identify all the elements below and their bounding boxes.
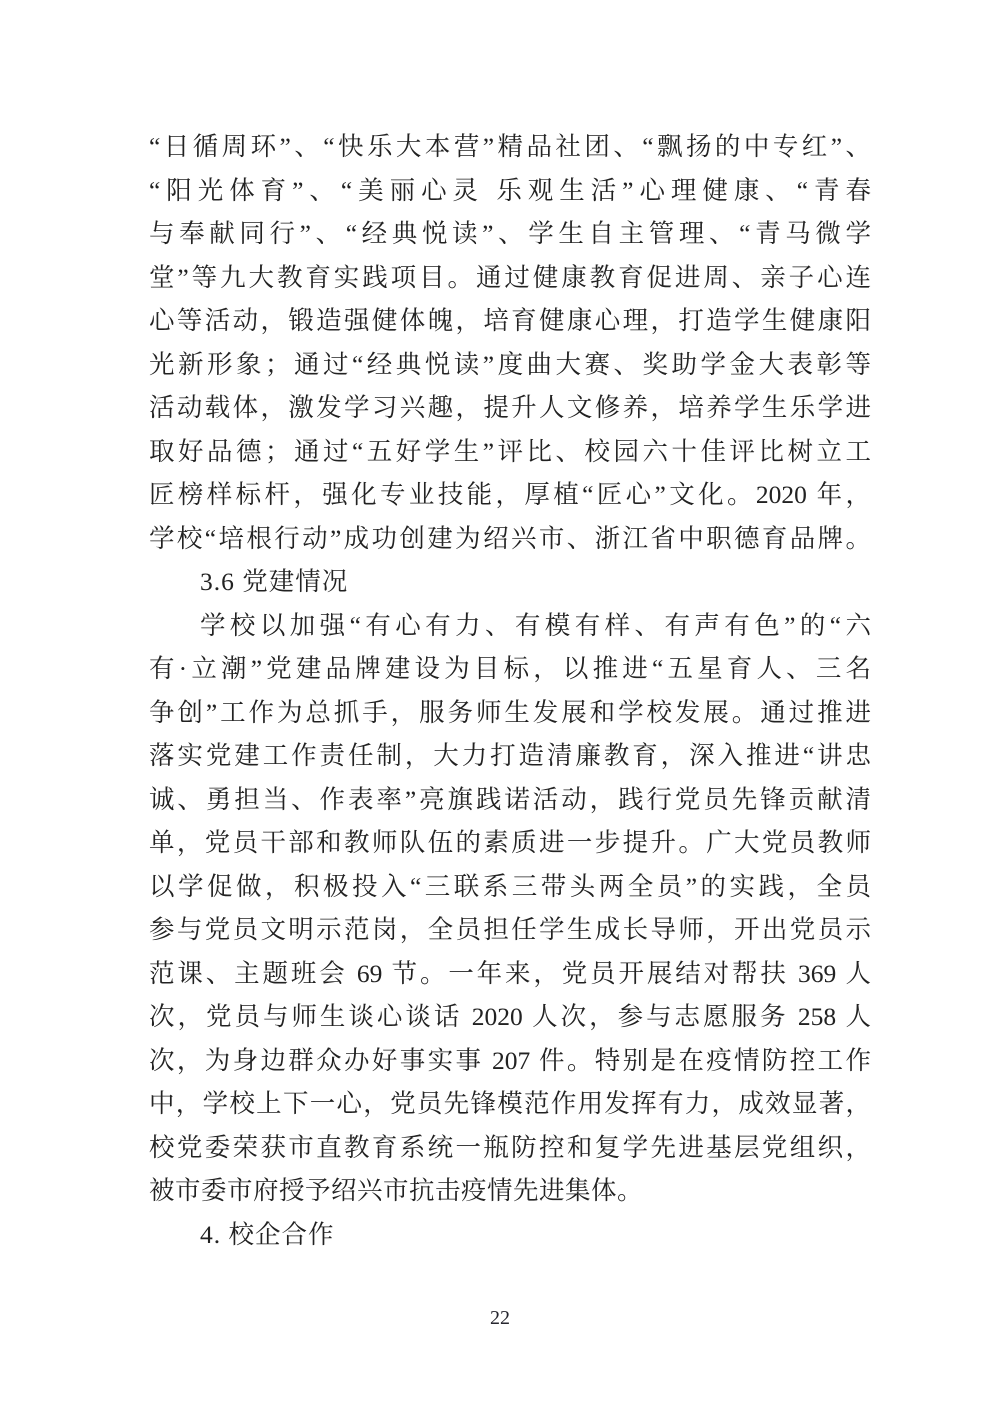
body-line: 次，党员与师生谈心谈话 2020 人次，参与志愿服务 258 人 — [149, 1002, 871, 1031]
body-line: 光新形象；通过“经典悦读”度曲大赛、奖助学金大表彰等 — [149, 349, 871, 379]
document-text-block — [149, 125, 871, 1256]
body-line: 范课、主题班会 69 节。一年来，党员开展结对帮扶 369 人 — [149, 958, 871, 988]
body-line: 诚、勇担当、作表率”亮旗践诺活动，践行党员先锋贡献清 — [149, 784, 871, 814]
body-line: “阳光体育”、“美丽心灵 乐观生活”心理健康、“青春 — [149, 175, 871, 205]
section-heading-school-enterprise: 4. 校企合作 — [200, 1219, 335, 1249]
paragraph-first-line: 学校以加强“有心有力、有模有样、有声有色”的“六 — [200, 610, 871, 640]
body-line: 心等活动，锻造强健体魄，培育健康心理，打造学生健康阳 — [149, 306, 871, 335]
body-line: “日循周环”、“快乐大本营”精品社团、“飘扬的中专红”、 — [149, 132, 871, 161]
body-line: 学校“培根行动”成功创建为绍兴市、浙江省中职德育品牌。 — [149, 523, 871, 553]
page-number: 22 — [490, 1307, 510, 1329]
body-line: 有·立潮”党建品牌建设为目标，以推进“五星育人、三名 — [149, 654, 871, 683]
paragraph-last-line: 被市委市府授予绍兴市抗击疫情先进集体。 — [149, 1176, 644, 1205]
body-line: 中，学校上下一心，党员先锋模范作用发挥有力，成效显著， — [149, 1089, 871, 1118]
body-line: 匠榜样标杆，强化专业技能，厚植“匠心”文化。2020 年， — [149, 480, 871, 509]
body-line: 单，党员干部和教师队伍的素质进一步提升。广大党员教师 — [149, 828, 871, 857]
body-line: 次，为身边群众办好事实事 207 件。特别是在疫情防控工作 — [149, 1045, 871, 1075]
body-line: 校党委荣获市直教育系统一瓶防控和复学先进基层党组织， — [149, 1132, 871, 1162]
body-line: 活动载体，激发学习兴趣，提升人文修养，培养学生乐学进 — [149, 393, 871, 422]
section-heading-party-building: 3.6 党建情况 — [200, 567, 349, 596]
body-line: 争创”工作为总抓手，服务师生发展和学校发展。通过推进 — [149, 697, 871, 727]
body-line: 与奉献同行”、“经典悦读”、学生自主管理、“青马微学 — [149, 219, 871, 248]
body-line: 堂”等九大教育实践项目。通过健康教育促进周、亲子心连 — [149, 262, 871, 292]
body-line: 落实党建工作责任制，大力打造清廉教育，深入推进“讲忠 — [149, 741, 871, 770]
body-line: 参与党员文明示范岗，全员担任学生成长导师，开出党员示 — [149, 915, 871, 944]
body-line: 以学促做，积极投入“三联系三带头两全员”的实践，全员 — [149, 871, 871, 901]
body-line: 取好品德；通过“五好学生”评比、校园六十佳评比树立工 — [149, 436, 871, 466]
